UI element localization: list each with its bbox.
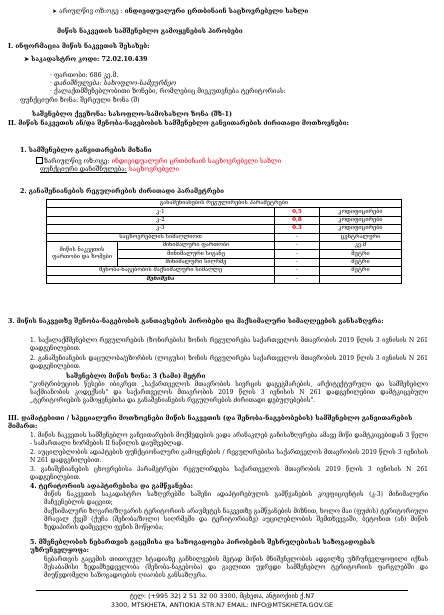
table-row	[47, 233, 402, 241]
sub-note: მეტრი	[319, 258, 401, 266]
section3-p8: მიწის ნაკვეთის საკადასტრო საზღვრებში საშენი ადაპტირებულის გამწვანების კოეფიციენტის (კ-3) მინიმალური მაჩვენებლის დაცვით;	[44, 491, 428, 507]
section5-heading: 5. მშენებლობის ნებართვის გაცემისა და საზოგადოება პირობების შესრულებისას საზოგადოებას უზრუნველყოფა:	[30, 539, 375, 554]
footer-address: 3300, MTSKHETA, ANTIOKIA STR.N7 EMAIL: INFO@MTSKHETA.GOV.GE	[110, 601, 334, 609]
section3-p5: 2. აუცილებლობის ადაპტების ფუნქციონალური გამოყენების / რეგულირებისა საქართველოს მთავრობის 2019 წლის 3 ივნისის N 261 დადგენილებით.	[30, 449, 428, 465]
item1-heading: 1. სამშენებლო განვითარების მიზანი	[20, 147, 152, 154]
zone-function: ფუნქციური ზონა: შერეული ზონა (შ)	[20, 97, 140, 104]
subzone-line: საშენებლო ქვეზონა: სასოფლო-სამოსახლო ზონა (შზ-1)	[32, 111, 232, 118]
sub-value: -	[274, 258, 319, 266]
section3-p10: ნებართვის გაცემის თითოეულ სტადიაზე განხილვების მეტად მიწის მნიშვნელობის ადგილზე უზრუნველყოფილი იქნას შესაბამისი ზედამხედველობა (შენობა-ნაგებობა) და გავლითი უჯრედი სამშენებლო ტერიტორიის ფარგლებში და მიუწვდომელი საზოგადოების ღიაობის განსაზღვრა.	[44, 556, 428, 580]
row-label: კ-1	[47, 208, 275, 216]
footer-divider	[36, 590, 408, 591]
row-label: კ-2	[47, 216, 275, 224]
cadastral-label: საკადასტრო კოდი: 72.02.10.439	[31, 56, 148, 63]
item1-owner-value: ინდივიდუალური ცრთბინაინ საცხოვრებელი სახლი	[111, 158, 282, 165]
table-row	[47, 241, 402, 249]
sub-value: -	[274, 241, 319, 249]
section3-heading: 3. მიწის ნაკვეთზე შენობა-ნაგებობის განთავსების პირობები და მაქსიმალური სიმაღლეების განსაზღვრა:	[8, 318, 384, 325]
row-note: კოდიფიცირები	[319, 225, 401, 233]
row-value: 0.3	[274, 225, 319, 233]
sub-note: მეტრი	[319, 250, 401, 258]
parameters-table	[46, 199, 402, 284]
sub-value: -	[274, 250, 319, 258]
table-row	[47, 208, 402, 216]
group-label: მიწის ნაკვეთის ფართობი და ზომები	[47, 241, 118, 266]
cadastral-code	[24, 56, 148, 64]
section2-heading: II. მიწის ნაკვეთის ან/და შენობა-ნაგებობის სამშენებლო განვითარების ძირითადი მოთხოვნები:	[8, 120, 349, 127]
row-note: კოდიფიცირები	[319, 208, 401, 216]
bullet-icon: ➤	[24, 56, 32, 63]
table-row	[47, 216, 402, 224]
table-title-row	[47, 200, 402, 208]
row-value: 0,8	[274, 216, 319, 224]
item1-owner-label: ზარიულწივ ოზ:ოგე:	[44, 158, 110, 165]
item1-purpose-value: საცხოვრებელი	[128, 166, 179, 173]
item2-heading: 2. განაშენიანების რეგულირების ძირითადი პარამეტრები	[20, 188, 225, 195]
section3-subheading: საშენებლო მიწის ზონა: 3 (სამი) მეტრი	[66, 373, 206, 380]
item1-owner	[36, 157, 281, 166]
bullet-icon: ➤	[52, 8, 58, 15]
section3-p1: 1. საქალაქმშენებლო რეგულირების (ზონირების) ზონის რეგულირება საქართველოს მთავრობის 2019 წლის 3 ივნისის N 261 დადგენილებით.	[30, 337, 428, 353]
owner-value: ინდივიდუალური ცრთბინაინ საცხოვრებელი სახლი	[124, 8, 309, 15]
setback-label: შენობა-ნაგებობის მაქსიმალური სიმაღლე	[47, 267, 275, 275]
item1-purpose-label: ფუნქციური დანიშნულება:	[40, 166, 127, 173]
section1-heading: I. ინფორმაცია მიწის ნაკვეთის შესახებ:	[8, 43, 150, 50]
height-label: საცხოვრებლის სიმაღლიოთ	[47, 233, 275, 241]
table-row	[47, 267, 402, 275]
section3-p2: 2. განაშენიანების დაცულობა/ეზორბის (ლოგუსი) ზონის რეგულირება საქართველოს მთავრობის 2019 წლის 3 ივნისის N 261 დადგენილებით.	[30, 355, 428, 371]
location-line: · ქალაქთმშენებლობითი ზონები, რომლებიც მიეკუთვნება ტერიტორიას:	[50, 88, 286, 95]
height-note: ცენტრალური	[319, 233, 401, 241]
note-value: -	[274, 275, 319, 283]
table-row	[47, 225, 402, 233]
owner-label: არიულწივ ოზ:ოგე :	[59, 8, 123, 15]
checkbox-icon	[36, 157, 43, 164]
section3-p9: მაქსიმალური ზღვარი/ზღვარის ტერიტორიის არაუმეტეს ნაკვეთზე გამწვანების მიზნით, ხოლო მაი (ფუძის) ტერიტორიული მრავალ ქვეშ (ქუჩა (შენობა/ზოლი) სიღრმეში და ტერიტორიაზე) აუცილებლობის შემთხვევაში, ბეტონით (ან) მიწის ზედაპირის დამცველი ფენის მოწყობა;	[44, 508, 428, 532]
owner-type-line: · დანიშნულება: სახოფლო-სამეურნეო	[50, 80, 177, 87]
row-label: კ-3	[47, 225, 275, 233]
sub-label: მინიმალური სიგანე	[118, 250, 275, 258]
section4-heading: III. დამატებითი / სპეციალური მოთხოვნები მიწის ნაკვეთის (და შენობა-ნაგებობების) სამშენებლო განვითარების მიმართ:	[8, 415, 413, 430]
footer-phone: ტელ: (+995 32) 2 51 32 00 3300, მცხეთა, ანტიოქიის ქ.N7	[129, 592, 315, 600]
height-dash: -	[274, 233, 319, 241]
note-label: შენიშვნა	[47, 275, 275, 283]
owner-line	[52, 8, 308, 16]
section3-p4: 1. მიწის ნაკვეთის სამშენებლო განვითარების მოქმედების ვადა არანაკლებ განისაზღვრება ამავე მიწი დამტკიცებიდან 3 წელი - სამართალი ნორმების II ნაწილის დაუშვებლად.	[30, 432, 428, 448]
sub-label: მინიმალური სიღრმე	[118, 258, 275, 266]
section3-p6: 3. განაშენიანების ცხოვრებისა პარამეტრები რეგულირდება საქართველოს მთავრობის 2019 წლის 3 ივნისის N 261 დადგენილებით.	[30, 466, 428, 482]
area-line: · ფართობი: 686 კვ.მ.	[50, 72, 119, 79]
setback-value: -	[274, 267, 319, 275]
row-value: 0,5	[274, 208, 319, 216]
section3-p3: "კონტრიბუციის წესები იბიკრეთ „საქართველოს მთავრობის სივრცის დაგეგმარების, არქიტექტურული და სამშენებლო საქმიანობის კოდექსის" და საქართველოს მთავრობის 2019 წლის 3 ივნისის N 261 დადგენილებით დამტკიცებული „ტერიტორიების გამოყენებისა და განაშენიანების რეგულირების ძირითადი დებულებების".	[30, 381, 428, 405]
setback-note: მეტრი	[319, 267, 401, 275]
sub-label: მინიმალური ფართობი	[118, 241, 275, 249]
document-subtitle: მიწის ნაკვეთის სამშენებლო გამოყენების პირობები	[57, 28, 243, 35]
note-empty	[319, 275, 401, 283]
table-title: განაშენიანების რეგულირების პარამეტრები	[47, 200, 402, 208]
table-row	[47, 275, 402, 283]
row-note: კოდიფიცირები	[319, 216, 401, 224]
sub-note: კვ.მ	[319, 241, 401, 249]
item1-purpose	[40, 166, 179, 174]
section3-p7: 4. ტერიტორიის ადაპტირებისა და გამწვანება:	[30, 483, 193, 490]
